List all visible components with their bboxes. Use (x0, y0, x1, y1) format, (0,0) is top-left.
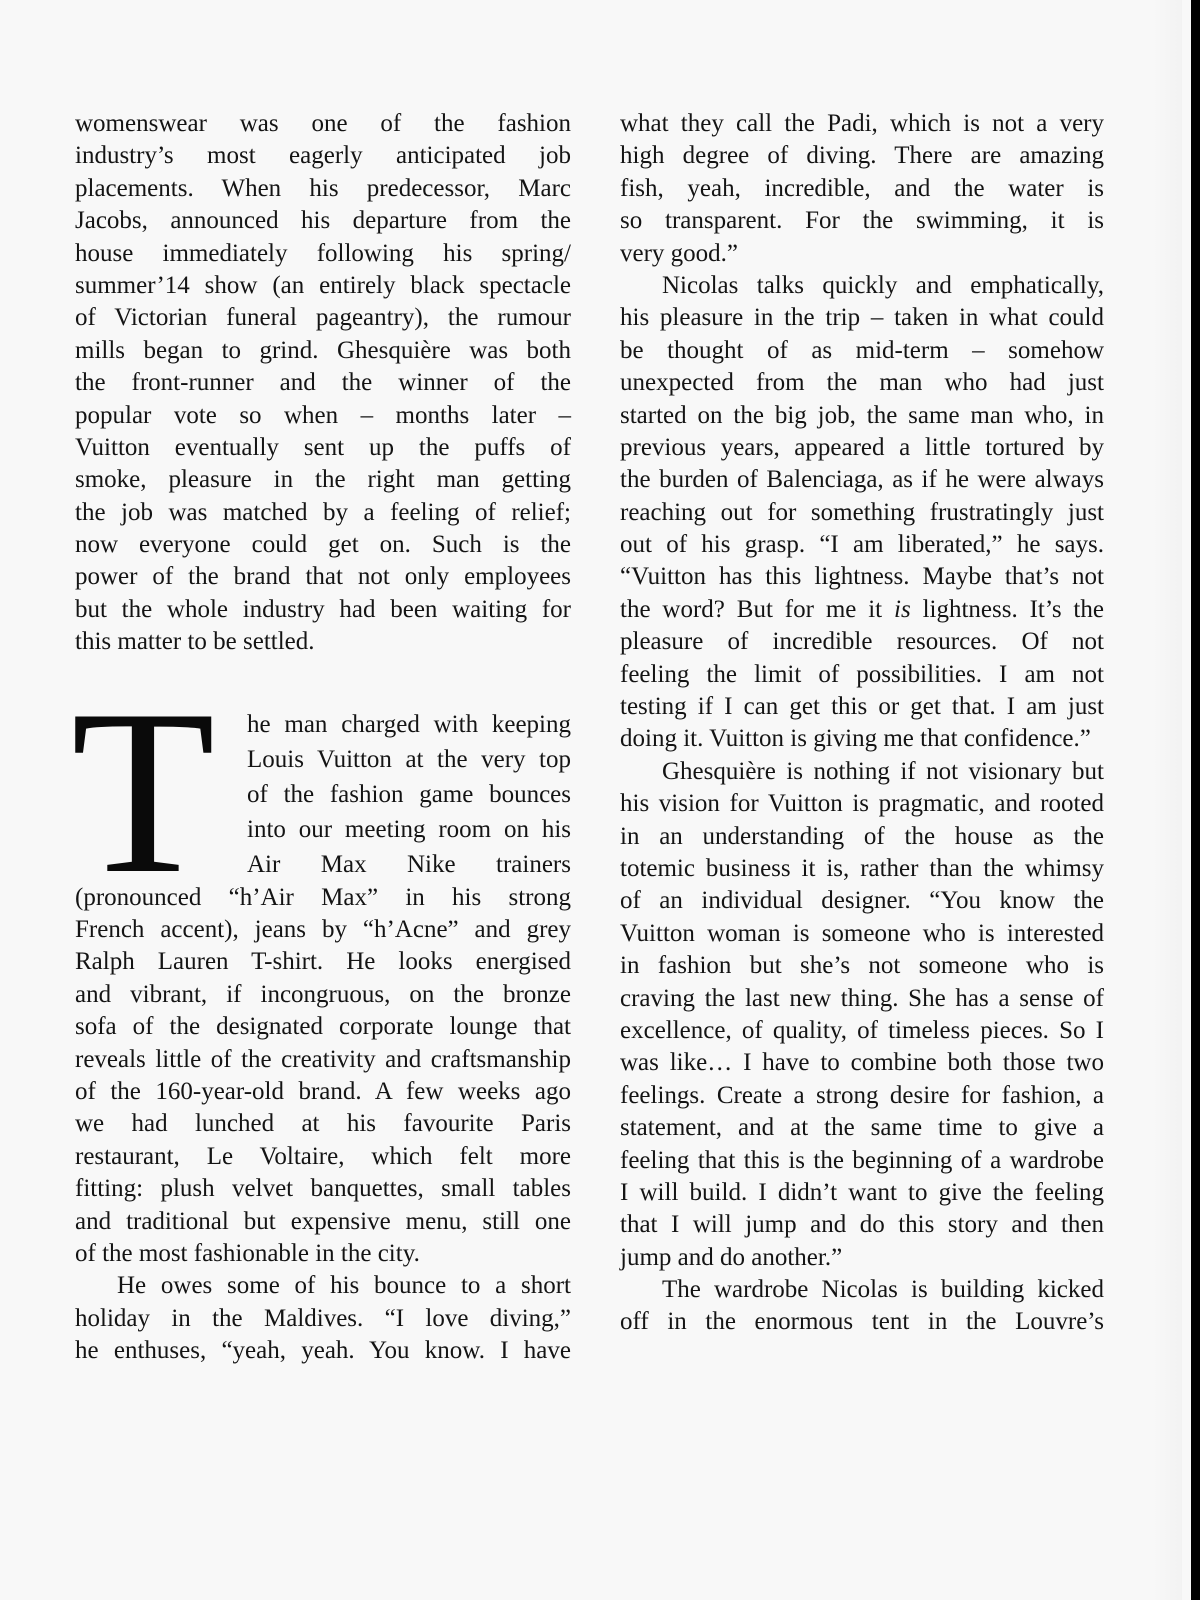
right-column (620, 108, 1104, 1339)
text-line: fitting: plush velvet banquettes, small tables (75, 1175, 571, 1203)
text-line: his vision for Vuitton is pragmatic, and rooted (620, 790, 1104, 818)
text-line: Ralph Lauren T-shirt. He looks energised (75, 948, 571, 976)
text-line: previous years, appeared a little tortured by (620, 433, 1104, 461)
paragraph-visionary (620, 756, 1104, 1274)
text-line: smoke, pleasure in the right man getting (75, 466, 571, 494)
text-line: statement, and at the same time to give a (620, 1114, 1104, 1142)
text-line: he man charged with keeping (247, 710, 571, 738)
text-line: his pleasure in the trip – taken in what could (620, 304, 1104, 332)
text-line: that I will jump and do this story and then (620, 1211, 1104, 1239)
text-line: what they call the Padi, which is not a very (620, 110, 1104, 137)
paragraph-bounce (75, 1270, 571, 1367)
paragraph-nicolas-talks (620, 270, 1104, 756)
text-line: unexpected from the man who had just (620, 369, 1104, 397)
text-line: Vuitton eventually sent up the puffs of (75, 433, 571, 461)
text-line: out of his grasp. “I am liberated,” he says. (620, 531, 1104, 559)
text-line: sofa of the designated corporate lounge that (75, 1013, 571, 1041)
text-line: The wardrobe Nicolas is building kicked (662, 1276, 1104, 1304)
left-column (71, 108, 571, 1368)
text-line: we had lunched at his favourite Paris (75, 1110, 571, 1138)
text-line: Nicolas talks quickly and emphatically, (662, 271, 1104, 299)
text-line: the front-runner and the winner of the (75, 369, 571, 397)
text-line: womenswear was one of the fashion (75, 110, 571, 137)
text-line: power of the brand that not only employees (75, 563, 571, 591)
text-line: He owes some of his bounce to a short (117, 1272, 571, 1300)
text-line: reveals little of the creativity and craftsmanship (75, 1045, 571, 1073)
text-segment: the word? But for me it (620, 595, 895, 623)
text-line: holiday in the Maldives. “I love diving,” (75, 1304, 571, 1332)
text-line: and traditional but expensive menu, still one (75, 1207, 571, 1235)
text-line: was like… I have to combine both those two (620, 1049, 1104, 1077)
text-line: Ghesquière is nothing if not visionary but (662, 757, 1104, 785)
paragraph-padi (620, 108, 1104, 270)
text-line: off in the enormous tent in the Louvre’s (620, 1308, 1104, 1336)
text-line: pleasure of incredible resources. Of not (620, 628, 1104, 656)
text-line: and vibrant, if incongruous, on the bronze (75, 980, 571, 1008)
text-line: Air Max Nike trainers (247, 850, 571, 878)
text-line: feelings. Create a strong desire for fashion, a (620, 1081, 1104, 1109)
text-line: now everyone could get on. Such is the (75, 531, 571, 559)
text-line: testing if I can get this or get that. I am just (620, 693, 1104, 721)
text-line: the job was matched by a feeling of relief; (75, 498, 571, 526)
text-line: started on the big job, the same man who, in (620, 401, 1104, 429)
text-line: I will build. I didn’t want to give the feeling (620, 1178, 1104, 1206)
text-line: he enthuses, “yeah, yeah. You know. I have (75, 1337, 571, 1365)
paragraph-womenswear (75, 108, 571, 659)
text-line: of Victorian funeral pageantry), the rumour (75, 304, 571, 332)
text-line: into our meeting room on his (247, 815, 571, 843)
text-segment: lightness. It’s the (910, 595, 1104, 623)
text-line: of an individual designer. “You know the (620, 887, 1104, 915)
text-line: “Vuitton has this lightness. Maybe that’s not (620, 563, 1104, 591)
text-line: the burden of Balenciaga, as if he were always (620, 466, 1104, 494)
text-line: of the most fashionable in the city. (75, 1239, 420, 1267)
text-line: mills began to grind. Ghesquière was both (75, 336, 571, 364)
text-line: house immediately following his spring/ (75, 239, 571, 267)
text-line: French accent), jeans by “h’Acne” and grey (75, 916, 571, 944)
right-page-edge (1191, 0, 1200, 1600)
text-line: restaurant, Le Voltaire, which felt more (75, 1142, 571, 1170)
text-line: of the fashion game bounces (247, 780, 571, 808)
text-line: of the 160-year-old brand. A few weeks ago (75, 1077, 571, 1105)
text-line: industry’s most eagerly anticipated job (75, 142, 571, 170)
text-line: but the whole industry had been waiting for (75, 595, 571, 623)
text-line: so transparent. For the swimming, it is (620, 207, 1104, 235)
text-line: jump and do another.” (620, 1243, 843, 1271)
text-line: excellence, of quality, of timeless pieces. So I (620, 1016, 1104, 1044)
text-line: popular vote so when – months later – (75, 401, 571, 429)
text-line: craving the last new thing. She has a sense of (620, 984, 1104, 1012)
text-line-with-italic (620, 594, 1104, 626)
text-line: Louis Vuitton at the very top (247, 745, 571, 773)
text-line: (pronounced “h’Air Max” in his strong (75, 883, 571, 911)
paragraph-wardrobe (620, 1274, 1104, 1339)
text-line: feeling the limit of possibilities. I am not (620, 660, 1104, 688)
drop-cap: T (71, 661, 216, 923)
text-line: feeling that this is the beginning of a wardrobe (620, 1146, 1104, 1174)
text-line: Jacobs, announced his departure from the (75, 207, 571, 235)
text-line: reaching out for something frustratingly just (620, 498, 1104, 526)
text-line: in an understanding of the house as the (620, 822, 1104, 850)
text-line: be thought of as mid-term – somehow (620, 336, 1104, 364)
text-line: very good.” (620, 239, 739, 267)
page-edge-shade (1152, 0, 1182, 1600)
text-line: doing it. Vuitton is giving me that confidence.” (620, 725, 1091, 753)
text-line: this matter to be settled. (75, 628, 315, 656)
text-line: fish, yeah, incredible, and the water is (620, 174, 1104, 202)
text-line: totemic business it is, rather than the whimsy (620, 854, 1104, 882)
text-line: Vuitton woman is someone who is interested (620, 919, 1104, 947)
italic-emphasis: is (894, 595, 911, 623)
text-line: in fashion but she’s not someone who is (620, 952, 1104, 980)
text-line: summer’14 show (an entirely black spectacle (75, 271, 571, 299)
text-line: high degree of diving. There are amazing (620, 142, 1104, 170)
dropcap-side-text (247, 707, 571, 882)
paragraph-man-charged (75, 882, 571, 1271)
text-line: placements. When his predecessor, Marc (75, 174, 571, 202)
